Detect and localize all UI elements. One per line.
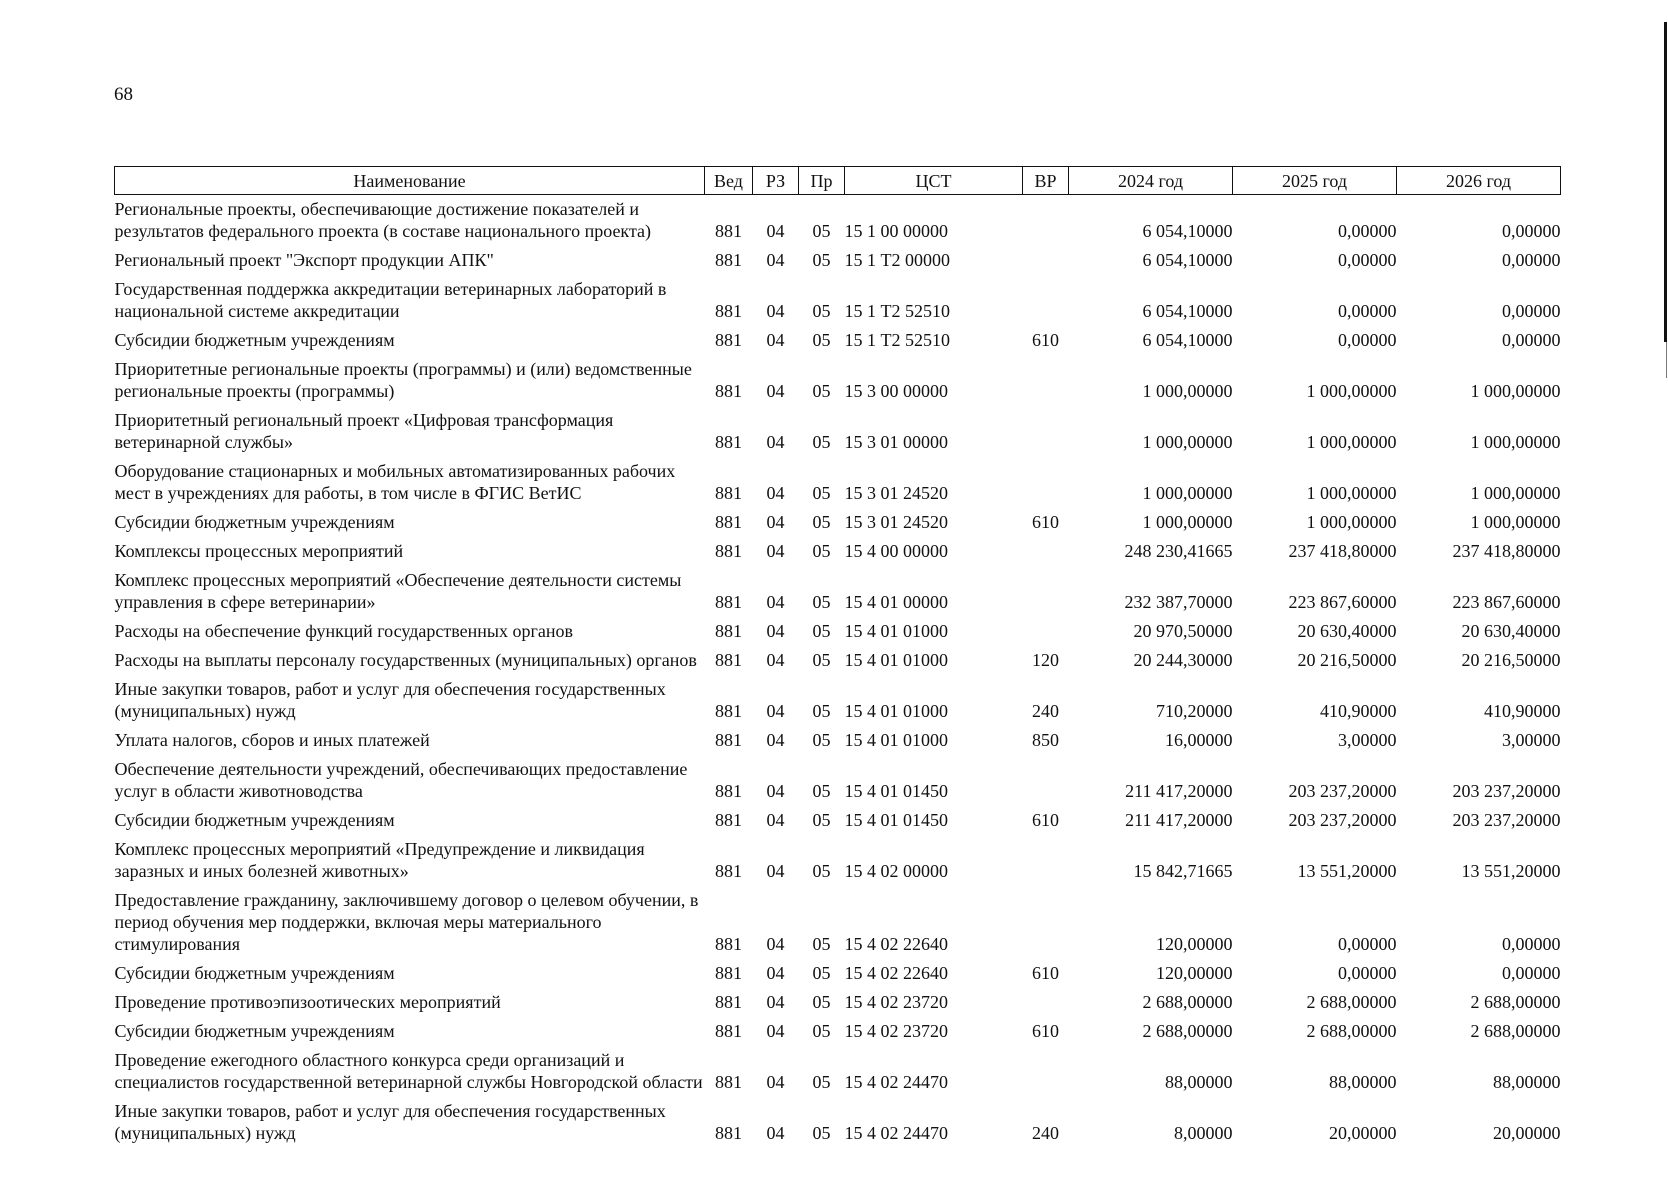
table-row — [115, 675, 1561, 726]
row-rz: 04 — [766, 701, 785, 721]
row-ved: 881 — [715, 810, 742, 830]
row-value-2025: 0,00000 — [1338, 250, 1397, 270]
row-value-2025: 88,00000 — [1329, 1072, 1397, 1092]
row-name: Иные закупки товаров, работ и услуг для обеспечения государственных (муниципальных) нужд — [114, 1101, 666, 1143]
table-row — [115, 326, 1561, 355]
row-value-2025: 13 551,20000 — [1297, 861, 1397, 881]
row-value-2025: 203 237,20000 — [1288, 781, 1397, 801]
row-ved: 881 — [715, 432, 742, 452]
row-value-2024: 6 054,10000 — [1142, 221, 1233, 241]
row-value-2026: 1 000,00000 — [1470, 381, 1561, 401]
row-cst: 15 1 00 00000 — [844, 221, 948, 241]
row-cst: 15 4 00 00000 — [844, 541, 948, 561]
row-vr: 610 — [1032, 330, 1059, 350]
row-value-2024: 1 000,00000 — [1142, 381, 1233, 401]
row-value-2025: 223 867,60000 — [1288, 592, 1397, 612]
row-rz: 04 — [766, 861, 785, 881]
row-pr: 05 — [812, 650, 831, 670]
row-vr — [1023, 835, 1069, 886]
row-name: Предоставление гражданину, заключившему договор о целевом обучении, в период обучения мер поддержки, включая меры материального стимулирования — [114, 890, 699, 954]
row-name: Региональные проекты, обеспечивающие достижение показателей и результатов федерального проекта (в составе национального проекта) — [114, 199, 652, 241]
row-value-2026: 0,00000 — [1502, 221, 1561, 241]
row-ved: 881 — [715, 512, 742, 532]
row-ved: 881 — [715, 621, 742, 641]
row-value-2026: 13 551,20000 — [1461, 861, 1561, 881]
table-row — [115, 755, 1561, 806]
row-value-2026: 0,00000 — [1502, 250, 1561, 270]
row-ved: 881 — [715, 650, 742, 670]
table-row — [115, 617, 1561, 646]
row-name: Государственная поддержка аккредитации ветеринарных лабораторий в национальной системе аккредитации — [114, 279, 667, 321]
row-vr — [1023, 566, 1069, 617]
row-name: Приоритетные региональные проекты (программы) и (или) ведомственные региональные проекты (программы) — [114, 359, 692, 401]
row-value-2024: 20 244,30000 — [1133, 650, 1233, 670]
budget-table — [114, 166, 1561, 1148]
row-value-2025: 20 216,50000 — [1297, 650, 1397, 670]
row-vr: 610 — [1032, 810, 1059, 830]
row-ved: 881 — [715, 701, 742, 721]
row-cst: 15 4 01 01450 — [844, 810, 948, 830]
row-vr — [1023, 457, 1069, 508]
row-vr: 610 — [1032, 963, 1059, 983]
row-value-2026: 1 000,00000 — [1470, 483, 1561, 503]
row-pr: 05 — [812, 221, 831, 241]
row-value-2025: 410,90000 — [1320, 701, 1397, 721]
scan-edge-mark-thin — [1666, 342, 1667, 378]
row-name: Субсидии бюджетным учреждениям — [114, 1021, 395, 1041]
row-pr: 05 — [812, 432, 831, 452]
table-row — [115, 508, 1561, 537]
row-name: Проведение ежегодного областного конкурса среди организаций и специалистов государственной ветеринарной службы Новгородской области — [114, 1050, 703, 1092]
row-value-2025: 2 688,00000 — [1306, 1021, 1397, 1041]
row-vr — [1023, 195, 1069, 247]
row-rz: 04 — [766, 730, 785, 750]
row-rz: 04 — [766, 650, 785, 670]
row-pr: 05 — [812, 512, 831, 532]
row-pr: 05 — [812, 330, 831, 350]
row-rz: 04 — [766, 483, 785, 503]
row-value-2024: 8,00000 — [1174, 1123, 1233, 1143]
row-vr — [1023, 617, 1069, 646]
page-number: 68 — [114, 84, 133, 105]
row-value-2025: 1 000,00000 — [1306, 381, 1397, 401]
row-pr: 05 — [812, 1072, 831, 1092]
row-ved: 881 — [715, 934, 742, 954]
row-value-2024: 1 000,00000 — [1142, 432, 1233, 452]
row-ved: 881 — [715, 381, 742, 401]
row-name: Комплексы процессных мероприятий — [114, 541, 404, 561]
row-pr: 05 — [812, 483, 831, 503]
header-2026: 2026 год — [1397, 167, 1561, 195]
row-ved: 881 — [715, 730, 742, 750]
row-cst: 15 3 00 00000 — [844, 381, 948, 401]
row-value-2026: 3,00000 — [1502, 730, 1561, 750]
row-vr — [1023, 246, 1069, 275]
row-name: Приоритетный региональный проект «Цифровая трансформация ветеринарной службы» — [114, 410, 614, 452]
row-ved: 881 — [715, 250, 742, 270]
table-row — [115, 457, 1561, 508]
row-pr: 05 — [812, 301, 831, 321]
row-rz: 04 — [766, 934, 785, 954]
row-rz: 04 — [766, 592, 785, 612]
row-cst: 15 4 02 24470 — [844, 1072, 948, 1092]
row-rz: 04 — [766, 1072, 785, 1092]
row-value-2026: 237 418,80000 — [1452, 541, 1561, 561]
row-value-2026: 0,00000 — [1502, 934, 1561, 954]
row-name: Субсидии бюджетным учреждениям — [114, 512, 395, 532]
table-row — [115, 886, 1561, 959]
row-vr — [1023, 755, 1069, 806]
row-value-2024: 16,00000 — [1165, 730, 1233, 750]
row-pr: 05 — [812, 992, 831, 1012]
row-value-2026: 88,00000 — [1493, 1072, 1561, 1092]
row-value-2026: 20 216,50000 — [1461, 650, 1561, 670]
table-row — [115, 1097, 1561, 1148]
header-ved: Вед — [705, 167, 753, 195]
row-name: Обеспечение деятельности учреждений, обеспечивающих предоставление услуг в области животноводства — [114, 759, 688, 801]
row-value-2026: 2 688,00000 — [1470, 1021, 1561, 1041]
row-rz: 04 — [766, 301, 785, 321]
row-name: Расходы на выплаты персоналу государственных (муниципальных) органов — [114, 650, 697, 670]
row-cst: 15 1 Т2 52510 — [844, 330, 950, 350]
row-name: Комплекс процессных мероприятий «Обеспечение деятельности системы управления в сфере ветеринарии» — [114, 570, 682, 612]
row-vr: 120 — [1032, 650, 1059, 670]
table-row — [115, 246, 1561, 275]
row-name: Оборудование стационарных и мобильных автоматизированных рабочих мест в учреждениях для работы, в том числе в ФГИС ВетИС — [114, 461, 676, 503]
row-rz: 04 — [766, 963, 785, 983]
row-ved: 881 — [715, 992, 742, 1012]
row-value-2025: 203 237,20000 — [1288, 810, 1397, 830]
row-value-2025: 2 688,00000 — [1306, 992, 1397, 1012]
row-ved: 881 — [715, 1072, 742, 1092]
row-vr — [1023, 537, 1069, 566]
row-value-2024: 1 000,00000 — [1142, 512, 1233, 532]
row-pr: 05 — [812, 381, 831, 401]
row-pr: 05 — [812, 621, 831, 641]
row-cst: 15 4 01 01000 — [844, 701, 948, 721]
row-ved: 881 — [715, 861, 742, 881]
row-cst: 15 4 01 01000 — [844, 650, 948, 670]
header-rz: РЗ — [753, 167, 799, 195]
row-rz: 04 — [766, 250, 785, 270]
row-ved: 881 — [715, 1021, 742, 1041]
row-pr: 05 — [812, 701, 831, 721]
row-value-2026: 410,90000 — [1484, 701, 1561, 721]
row-vr: 240 — [1032, 1123, 1059, 1143]
row-value-2024: 6 054,10000 — [1142, 330, 1233, 350]
row-cst: 15 3 01 00000 — [844, 432, 948, 452]
row-value-2026: 203 237,20000 — [1452, 781, 1561, 801]
row-name: Расходы на обеспечение функций государственных органов — [114, 621, 573, 641]
row-pr: 05 — [812, 934, 831, 954]
row-rz: 04 — [766, 330, 785, 350]
row-cst: 15 4 02 22640 — [844, 963, 948, 983]
row-ved: 881 — [715, 963, 742, 983]
row-value-2025: 0,00000 — [1338, 221, 1397, 241]
row-vr: 240 — [1032, 701, 1059, 721]
row-name: Иные закупки товаров, работ и услуг для обеспечения государственных (муниципальных) нужд — [114, 679, 666, 721]
row-value-2024: 2 688,00000 — [1142, 992, 1233, 1012]
row-value-2024: 120,00000 — [1156, 963, 1233, 983]
row-value-2026: 1 000,00000 — [1470, 432, 1561, 452]
table-row — [115, 959, 1561, 988]
row-value-2026: 0,00000 — [1502, 963, 1561, 983]
row-value-2024: 1 000,00000 — [1142, 483, 1233, 503]
row-vr — [1023, 275, 1069, 326]
header-2024: 2024 год — [1069, 167, 1233, 195]
row-value-2025: 0,00000 — [1338, 330, 1397, 350]
row-value-2024: 88,00000 — [1165, 1072, 1233, 1092]
row-value-2025: 0,00000 — [1338, 301, 1397, 321]
header-pr: Пр — [799, 167, 845, 195]
row-value-2024: 20 970,50000 — [1133, 621, 1233, 641]
row-pr: 05 — [812, 250, 831, 270]
row-vr — [1023, 355, 1069, 406]
row-cst: 15 3 01 24520 — [844, 483, 948, 503]
row-vr — [1023, 1046, 1069, 1097]
row-value-2024: 211 417,20000 — [1125, 810, 1233, 830]
table-row — [115, 726, 1561, 755]
row-rz: 04 — [766, 221, 785, 241]
row-name: Субсидии бюджетным учреждениям — [114, 330, 395, 350]
row-cst: 15 4 02 00000 — [844, 861, 948, 881]
row-rz: 04 — [766, 1123, 785, 1143]
row-pr: 05 — [812, 861, 831, 881]
row-cst: 15 4 01 01450 — [844, 781, 948, 801]
row-pr: 05 — [812, 963, 831, 983]
row-vr: 610 — [1032, 1021, 1059, 1041]
table-row — [115, 566, 1561, 617]
row-value-2024: 248 230,41665 — [1124, 541, 1233, 561]
row-value-2026: 223 867,60000 — [1452, 592, 1561, 612]
row-rz: 04 — [766, 381, 785, 401]
row-value-2024: 2 688,00000 — [1142, 1021, 1233, 1041]
row-vr — [1023, 988, 1069, 1017]
scan-edge-mark — [1664, 22, 1667, 342]
row-value-2025: 1 000,00000 — [1306, 512, 1397, 532]
row-value-2025: 20 630,40000 — [1297, 621, 1397, 641]
table-row — [115, 195, 1561, 247]
row-value-2024: 15 842,71665 — [1133, 861, 1233, 881]
table-row — [115, 275, 1561, 326]
header-name: Наименование — [115, 167, 705, 195]
row-name: Субсидии бюджетным учреждениям — [114, 963, 395, 983]
row-ved: 881 — [715, 1123, 742, 1143]
row-value-2025: 1 000,00000 — [1306, 483, 1397, 503]
row-name: Субсидии бюджетным учреждениям — [114, 810, 395, 830]
table-header — [115, 167, 1561, 195]
table-row — [115, 355, 1561, 406]
row-name: Проведение противоэпизоотических мероприятий — [114, 992, 501, 1012]
row-cst: 15 4 01 01000 — [844, 730, 948, 750]
row-rz: 04 — [766, 512, 785, 532]
row-value-2025: 0,00000 — [1338, 934, 1397, 954]
row-ved: 881 — [715, 330, 742, 350]
row-rz: 04 — [766, 621, 785, 641]
row-rz: 04 — [766, 432, 785, 452]
row-vr — [1023, 406, 1069, 457]
row-name: Региональный проект "Экспорт продукции АПК" — [114, 250, 494, 270]
row-vr: 610 — [1032, 512, 1059, 532]
row-cst: 15 4 01 00000 — [844, 592, 948, 612]
table-body — [115, 195, 1561, 1149]
header-vr: ВР — [1023, 167, 1069, 195]
row-name: Уплата налогов, сборов и иных платежей — [114, 730, 430, 750]
row-pr: 05 — [812, 810, 831, 830]
row-value-2026: 0,00000 — [1502, 301, 1561, 321]
row-value-2024: 120,00000 — [1156, 934, 1233, 954]
row-value-2026: 20 630,40000 — [1461, 621, 1561, 641]
row-value-2024: 232 387,70000 — [1124, 592, 1233, 612]
row-vr — [1023, 886, 1069, 959]
row-value-2026: 203 237,20000 — [1452, 810, 1561, 830]
row-ved: 881 — [715, 592, 742, 612]
row-rz: 04 — [766, 1021, 785, 1041]
header-cst: ЦСТ — [845, 167, 1023, 195]
row-name: Комплекс процессных мероприятий «Предупреждение и ликвидация заразных и иных болезней животных» — [114, 839, 645, 881]
row-value-2025: 0,00000 — [1338, 963, 1397, 983]
row-rz: 04 — [766, 781, 785, 801]
row-rz: 04 — [766, 541, 785, 561]
row-value-2026: 20,00000 — [1493, 1123, 1561, 1143]
row-cst: 15 3 01 24520 — [844, 512, 948, 532]
row-value-2026: 1 000,00000 — [1470, 512, 1561, 532]
table-row — [115, 806, 1561, 835]
table-row — [115, 406, 1561, 457]
row-value-2024: 6 054,10000 — [1142, 301, 1233, 321]
row-pr: 05 — [812, 781, 831, 801]
table-row — [115, 1046, 1561, 1097]
row-pr: 05 — [812, 730, 831, 750]
row-value-2024: 710,20000 — [1156, 701, 1233, 721]
table-row — [115, 988, 1561, 1017]
row-value-2026: 0,00000 — [1502, 330, 1561, 350]
row-cst: 15 4 02 23720 — [844, 1021, 948, 1041]
row-rz: 04 — [766, 810, 785, 830]
row-ved: 881 — [715, 301, 742, 321]
row-ved: 881 — [715, 483, 742, 503]
row-rz: 04 — [766, 992, 785, 1012]
row-ved: 881 — [715, 541, 742, 561]
table-row — [115, 835, 1561, 886]
table-row — [115, 1017, 1561, 1046]
row-cst: 15 4 02 23720 — [844, 992, 948, 1012]
row-ved: 881 — [715, 781, 742, 801]
row-value-2026: 2 688,00000 — [1470, 992, 1561, 1012]
row-cst: 15 4 01 01000 — [844, 621, 948, 641]
row-cst: 15 4 02 22640 — [844, 934, 948, 954]
row-cst: 15 4 02 24470 — [844, 1123, 948, 1143]
row-value-2025: 3,00000 — [1338, 730, 1397, 750]
row-pr: 05 — [812, 592, 831, 612]
row-value-2024: 211 417,20000 — [1125, 781, 1233, 801]
row-vr: 850 — [1032, 730, 1059, 750]
row-value-2024: 6 054,10000 — [1142, 250, 1233, 270]
row-pr: 05 — [812, 1021, 831, 1041]
row-cst: 15 1 Т2 52510 — [844, 301, 950, 321]
row-ved: 881 — [715, 221, 742, 241]
row-value-2025: 237 418,80000 — [1288, 541, 1397, 561]
table-row — [115, 646, 1561, 675]
row-pr: 05 — [812, 1123, 831, 1143]
header-2025: 2025 год — [1233, 167, 1397, 195]
row-pr: 05 — [812, 541, 831, 561]
row-value-2025: 20,00000 — [1329, 1123, 1397, 1143]
table-row — [115, 537, 1561, 566]
row-cst: 15 1 Т2 00000 — [844, 250, 950, 270]
row-value-2025: 1 000,00000 — [1306, 432, 1397, 452]
